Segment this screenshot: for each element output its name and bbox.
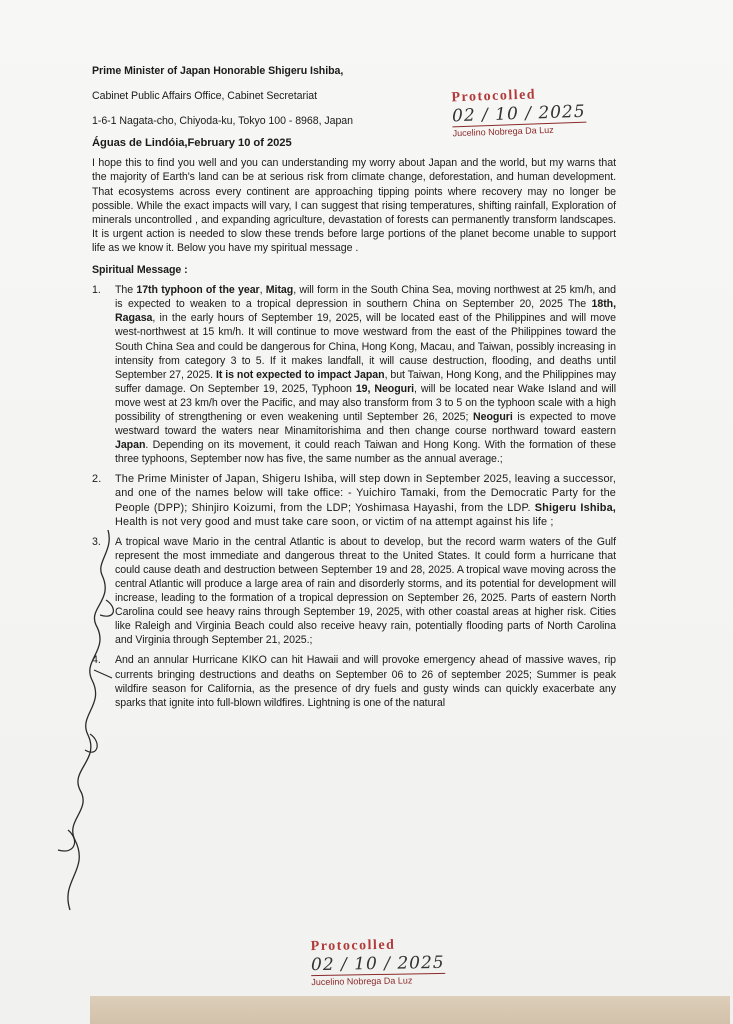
item-bold-text: 19, Neoguri (355, 382, 415, 395)
item-text: The (115, 284, 137, 297)
item-number: 3. (92, 535, 101, 548)
item-text: is expected to move westward toward the waters near Minamitorishima and then change course northward toward eastern (115, 410, 616, 438)
stamp-date: 02 / 10 / 2025 (310, 952, 445, 976)
section-heading: Spiritual Message : (92, 264, 188, 277)
stamp-name: Jucelino Nobrega Da Luz (452, 122, 586, 139)
stamp-title: Protocolled (451, 87, 537, 106)
item-bold-text: Japan (115, 439, 146, 452)
recipient: Prime Minister of Japan Honorable Shigeru Ishiba, (92, 65, 344, 77)
item-text: , in the early hours of September 19, 2025, will be located east of the Philippines and will move west-northwest at 15 km/h. It will continue to move westward from the east of the Philippines toward the South China Sea and could be dangerous for China, Hong Kong, Macau, and Taiwan, possibly increasing in intensity from category 3 to 5. If it makes landfall, it will cause destruction, flooding, and deaths until September 27, 2025. (115, 312, 616, 381)
item-bold-text: 18th, Ragasa (115, 298, 616, 325)
protocol-stamp-top (451, 86, 586, 139)
list-item (92, 535, 616, 648)
item-bold-text: 17th typhoon of the year (136, 284, 260, 297)
item-text: The Prime Minister of Japan, Shigeru Ishiba, will step down in September 2025, leaving a successor, and one of the names below will take office: - Yuichiro Tamaki, from the Democratic Party for the People (DPP); Shinjiro Koizumi, from the LDP; Yoshimasa Hayashi, from the LDP. (115, 473, 616, 514)
item-text: , will be located near Wake Island and will move west at 23 km/h over the Pacific, and may also transform from 3 to 5 on the typhoon scale with a high possibility of strengthening or even weakening until September 26, 2025; (115, 382, 616, 423)
item-text: And an annular Hurricane KIKO can hit Hawaii and will provoke emergency ahead of massive waves, rip currents bringing destructions and deaths on September 06 to 26 of september 2025; Summer is peak wildfire season for California, as the presence of dry fuels and gusty winds can quickly exacerbate any sparks that ignite into full-blown wildfires. Lightning is one of the natural (115, 654, 616, 709)
stamp-name: Jucelino Nobrega Da Luz (311, 973, 445, 987)
letter-body (92, 64, 616, 710)
intro-paragraph: I hope this to find you well and you can understanding my worry about Japan and the world, but my warns that the majority of Earth's land can be at serious risk from climate change, deforestation, and human development. That ecosystems across every continent are approaching tipping points where recovery may no longer be possible. While the exact impacts will vary, I can suggest that rising temperatures, shifting rainfall, Exploration of minerals uncontrolled , and expanding agriculture, devastation of forests can permanently transform landscapes. It is urgent action is needed to slow these trends before large portions of the planet become unable to support life as we know it. Below you have my spiritual message . (92, 157, 616, 254)
item-text: A tropical wave Mario in the central Atlantic is about to develop, but the record warm waters of the Gulf represent the most immediate and dangerous threat to the United States. It could form a hurricane that could cause death and destruction between September 19 and 28, 2025. A tropical wave moving across the central Atlantic will produce a large area of rain and disorderly storms, and its potential for development will increase, leading to the formation of a tropical depression on September 26, 2025. Parts of eastern North Carolina could see heavy rains through September 19, 2025, with other coastal areas at higher risk. Cities like Raleigh and Virginia Beach could also receive heavy rain, potentially flooding parts of North Carolina and Virginia through September 21, 2025.; (115, 535, 616, 647)
tape-strip (90, 996, 730, 1024)
list-item (92, 653, 616, 709)
item-number: 4. (92, 654, 101, 667)
item-number: 1. (92, 284, 101, 297)
item-number: 2. (92, 473, 102, 486)
protocol-stamp-bottom (311, 937, 445, 987)
letter-date: Águas de Lindóia,February 10 of 2025 (92, 137, 292, 150)
stamp-title: Protocolled (310, 937, 396, 955)
item-text: , (259, 284, 266, 297)
item-bold-text: Mitag (265, 284, 294, 297)
list-item (92, 283, 616, 466)
item-bold-text: It is not expected to impact Japan (215, 368, 385, 381)
item-text: Health is not very good and must take care soon, or victim of na attempt against his life ; (115, 515, 554, 528)
item-bold-text: Neoguri (473, 410, 513, 423)
stamp-date: 02 / 10 / 2025 (451, 101, 586, 127)
item-text: , but Taiwan, Hong Kong, and the Philippines may suffer damage. On September 19, 2025, Typhoon (115, 368, 616, 395)
list-item (92, 472, 616, 528)
item-text: , will form in the South China Sea, moving northwest at 25 km/h, and is expected to weaken to a tropical depression in southern China on September 20, 2025 The (115, 284, 616, 311)
item-bold-text: Shigeru Ishiba, (534, 501, 616, 514)
item-text: . Depending on its movement, it could reach Taiwan and Hong Kong. With the formation of these three typhoons, September now has five, the same number as the annual average.; (115, 439, 616, 466)
handwritten-signature (30, 520, 140, 920)
address: 1-6-1 Nagata-cho, Chiyoda-ku, Tokyo 100 - 8968, Japan (92, 115, 353, 128)
office: Cabinet Public Affairs Office, Cabinet Secretariat (92, 90, 317, 103)
